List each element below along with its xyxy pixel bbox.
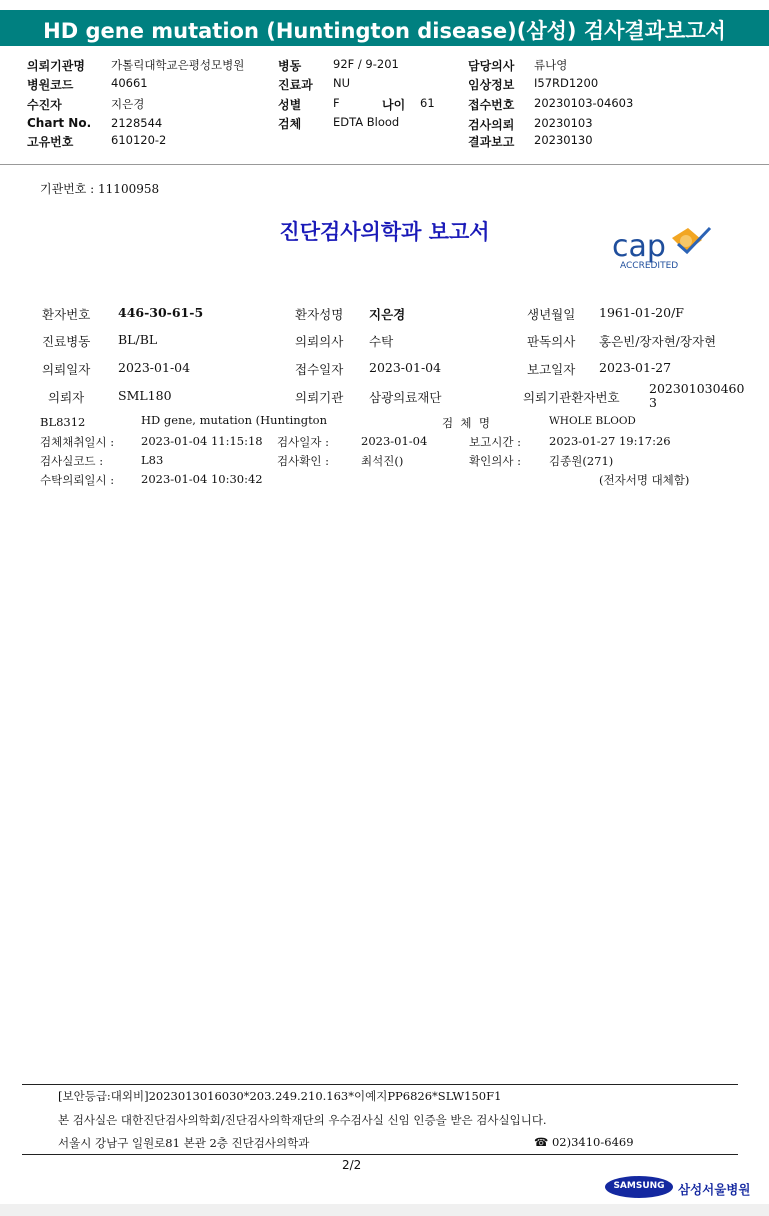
- header-value: 20230130: [534, 133, 593, 147]
- header-value: 610120-2: [111, 133, 167, 147]
- test-value: 2023-01-04 10:30:42: [141, 472, 263, 486]
- header-value: 가톨릭대학교은평성모병원: [111, 58, 245, 72]
- phone-line: ☎ 02)3410-6469: [534, 1135, 634, 1149]
- header-label: 수진자: [27, 98, 62, 112]
- header-label: 담당의사: [468, 59, 515, 73]
- certification-line: 본 검사실은 대한진단검사의학회/진단검사의학재단의 우수검사실 신임 인증을 받은 검사실입니다.: [58, 1113, 547, 1127]
- header-divider: [0, 164, 769, 165]
- cap-logo-icon: [612, 226, 716, 272]
- header-label: 의뢰기관명: [27, 59, 85, 73]
- patient-value: 홍은빈/장자현/장자현: [599, 334, 717, 349]
- header-value: F: [333, 96, 340, 110]
- header-value: NU: [333, 76, 351, 90]
- patient-value: BL/BL: [118, 332, 158, 347]
- header-label: Chart No.: [27, 116, 92, 130]
- test-name: HD gene, mutation (Huntington: [141, 413, 328, 427]
- patient-number: 446-30-61-5: [118, 305, 204, 320]
- header-value: EDTA Blood: [333, 115, 400, 129]
- header-label: 검사의뢰: [468, 118, 515, 132]
- patient-label: 의뢰기관환자번호: [523, 390, 620, 405]
- test-label: 검사실코드 :: [40, 454, 104, 468]
- test-label: 검사확인 :: [277, 454, 329, 468]
- patient-value: 2023-01-04: [118, 360, 191, 375]
- page-number: 2/2: [342, 1158, 362, 1172]
- patient-value: 삼광의료재단: [369, 390, 442, 405]
- test-value: 최석진(): [361, 454, 404, 468]
- test-label: 확인의사 :: [469, 454, 521, 468]
- header-label: 병동: [278, 59, 302, 73]
- header-value: I57RD1200: [534, 76, 599, 90]
- address-line: 서울시 강남구 일원로81 본관 2층 진단검사의학과: [58, 1136, 310, 1150]
- patient-label: 판독의사: [527, 334, 576, 349]
- bottom-margin: [0, 1204, 769, 1216]
- patient-label: 환자번호: [42, 307, 91, 322]
- report-title: 진단검사의학과 보고서: [279, 220, 490, 244]
- patient-label: 의뢰의사: [295, 334, 344, 349]
- header-value: 20230103: [534, 116, 593, 130]
- test-value: L83: [141, 453, 164, 467]
- header-label: 결과보고: [468, 135, 515, 149]
- institution-number: 기관번호 : 11100958: [40, 182, 160, 196]
- specimen-value: WHOLE BLOOD: [549, 415, 636, 427]
- test-label: 검체채취일시 :: [40, 435, 115, 449]
- header-label: 고유번호: [27, 135, 74, 149]
- header-value: 40661: [111, 76, 148, 90]
- test-label: 수탁의뢰일시 :: [40, 473, 115, 487]
- header-label: 병원코드: [27, 78, 74, 92]
- hospital-name: 삼성서울병원: [678, 1182, 751, 1197]
- specimen-label: 검 체 명: [442, 416, 490, 430]
- patient-value: 202301030460: [649, 381, 745, 396]
- patient-label: 환자성명: [295, 307, 344, 322]
- patient-label: 의뢰일자: [42, 362, 91, 377]
- test-value: 김종원(271): [549, 454, 614, 468]
- patient-value: 2023-01-04: [369, 360, 442, 375]
- patient-label: 생년월일: [527, 307, 576, 322]
- cap-logo-sub: ACCREDITED: [620, 261, 679, 271]
- header-value: 2128544: [111, 116, 163, 130]
- cap-logo-text: cap: [612, 229, 666, 264]
- document-title: HD gene mutation (Huntington disease)(삼성) 검사결과보고서: [43, 19, 726, 43]
- header-label: 임상정보: [468, 78, 515, 92]
- header-label: 진료과: [278, 78, 313, 92]
- patient-label: 진료병동: [42, 334, 91, 349]
- patient-value: 3: [649, 395, 657, 410]
- test-value: 2023-01-27 19:17:26: [549, 434, 671, 448]
- header-value: 류나영: [534, 58, 568, 72]
- samsung-logo-text: SAMSUNG: [613, 1181, 665, 1191]
- header-label: 성별: [278, 98, 302, 112]
- patient-label: 보고일자: [527, 362, 576, 377]
- test-label: 검사일자 :: [277, 435, 329, 449]
- patient-value: SML180: [118, 388, 172, 403]
- patient-birth: 1961-01-20/F: [599, 305, 684, 320]
- patient-name: 지은경: [369, 307, 406, 322]
- patient-label: 의뢰기관: [295, 390, 344, 405]
- patient-label: 접수일자: [295, 362, 344, 377]
- header-label: 접수번호: [468, 98, 515, 112]
- patient-value: 2023-01-27: [599, 360, 672, 375]
- header-value: 20230103-04603: [534, 96, 634, 110]
- security-line: [보안등급:대외비]2023013016030*203.249.210.163*이예지PP6826*SLW150F1: [58, 1089, 502, 1103]
- header-label: 검체: [278, 117, 302, 131]
- header-value: 92F / 9-201: [333, 57, 399, 71]
- test-value: 2023-01-04 11:15:18: [141, 434, 263, 448]
- test-label: 보고시간 :: [469, 435, 521, 449]
- test-code: BL8312: [40, 415, 86, 429]
- test-value: 2023-01-04: [361, 434, 428, 448]
- samsung-logo: [605, 1176, 673, 1198]
- header-label: 나이: [382, 98, 406, 112]
- header-value: 지은경: [111, 97, 145, 111]
- footer-divider: [22, 1154, 738, 1155]
- cap-accredited-logo: [612, 226, 716, 272]
- esign-note: (전자서명 대체함): [599, 473, 690, 487]
- title-bar: [0, 10, 769, 46]
- footer-divider: [22, 1084, 738, 1085]
- patient-label: 의뢰자: [48, 390, 85, 405]
- patient-value: 수탁: [369, 334, 394, 349]
- header-value: 61: [420, 96, 435, 110]
